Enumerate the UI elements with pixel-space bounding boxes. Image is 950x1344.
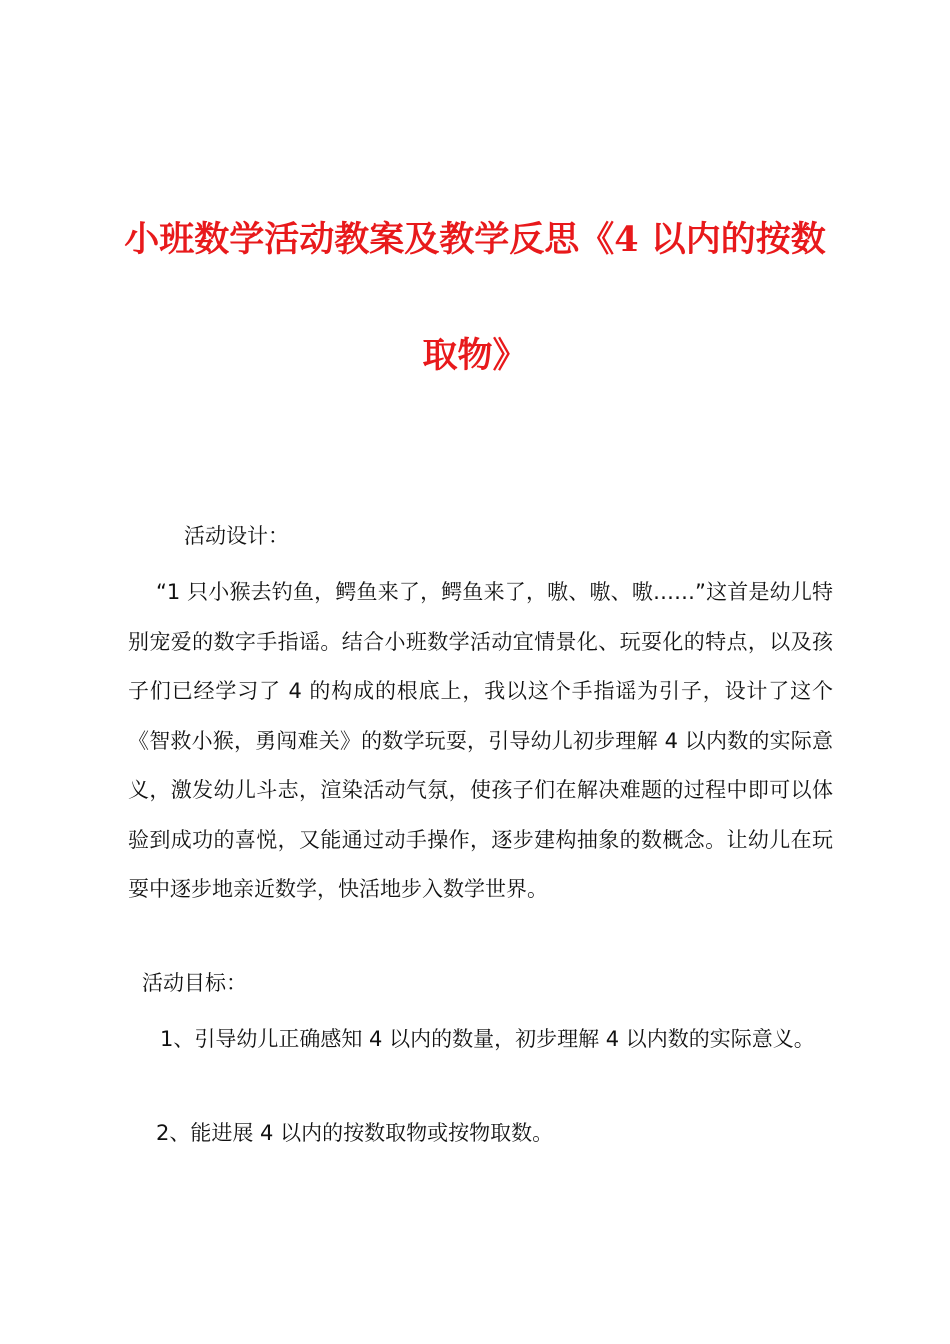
- activity-design-heading: 活动设计：: [184, 524, 289, 548]
- document-title-line-2: 取物》: [422, 335, 528, 376]
- activity-design-paragraph: “1 只小猴去钓鱼，鳄鱼来了，鳄鱼来了，嗷、嗷、嗷……”这首是幼儿特别宠爱的数字手指谣。结合小班数学活动宜情景化、玩耍化的特点，以及孩子们已经学习了 4 的构成的根底上，我以这个手指谣为引子，设计了这个《智救小猴，勇闯难关》的数学玩耍，引导幼儿初步理解 4 以内数的实际意义，激发幼儿斗志，渲染活动气氛，使孩子们在解决难题的过程中即可以体验到成功的喜悦，又能通过动手操作，逐步建构抽象的数概念。让幼儿在玩耍中逐步地亲近数学，快活地步入数学世界。: [128, 580, 833, 901]
- activity-goal-item-2: 2、能进展 4 以内的按数取物或按物取数。: [156, 1121, 554, 1145]
- activity-goal-heading: 活动目标：: [142, 971, 247, 995]
- document-title-line-1: 小班数学活动教案及教学反思《4 以内的按数: [124, 219, 826, 260]
- activity-goal-item-1: 1、引导幼儿正确感知 4 以内的数量，初步理解 4 以内数的实际意义。: [160, 1027, 815, 1051]
